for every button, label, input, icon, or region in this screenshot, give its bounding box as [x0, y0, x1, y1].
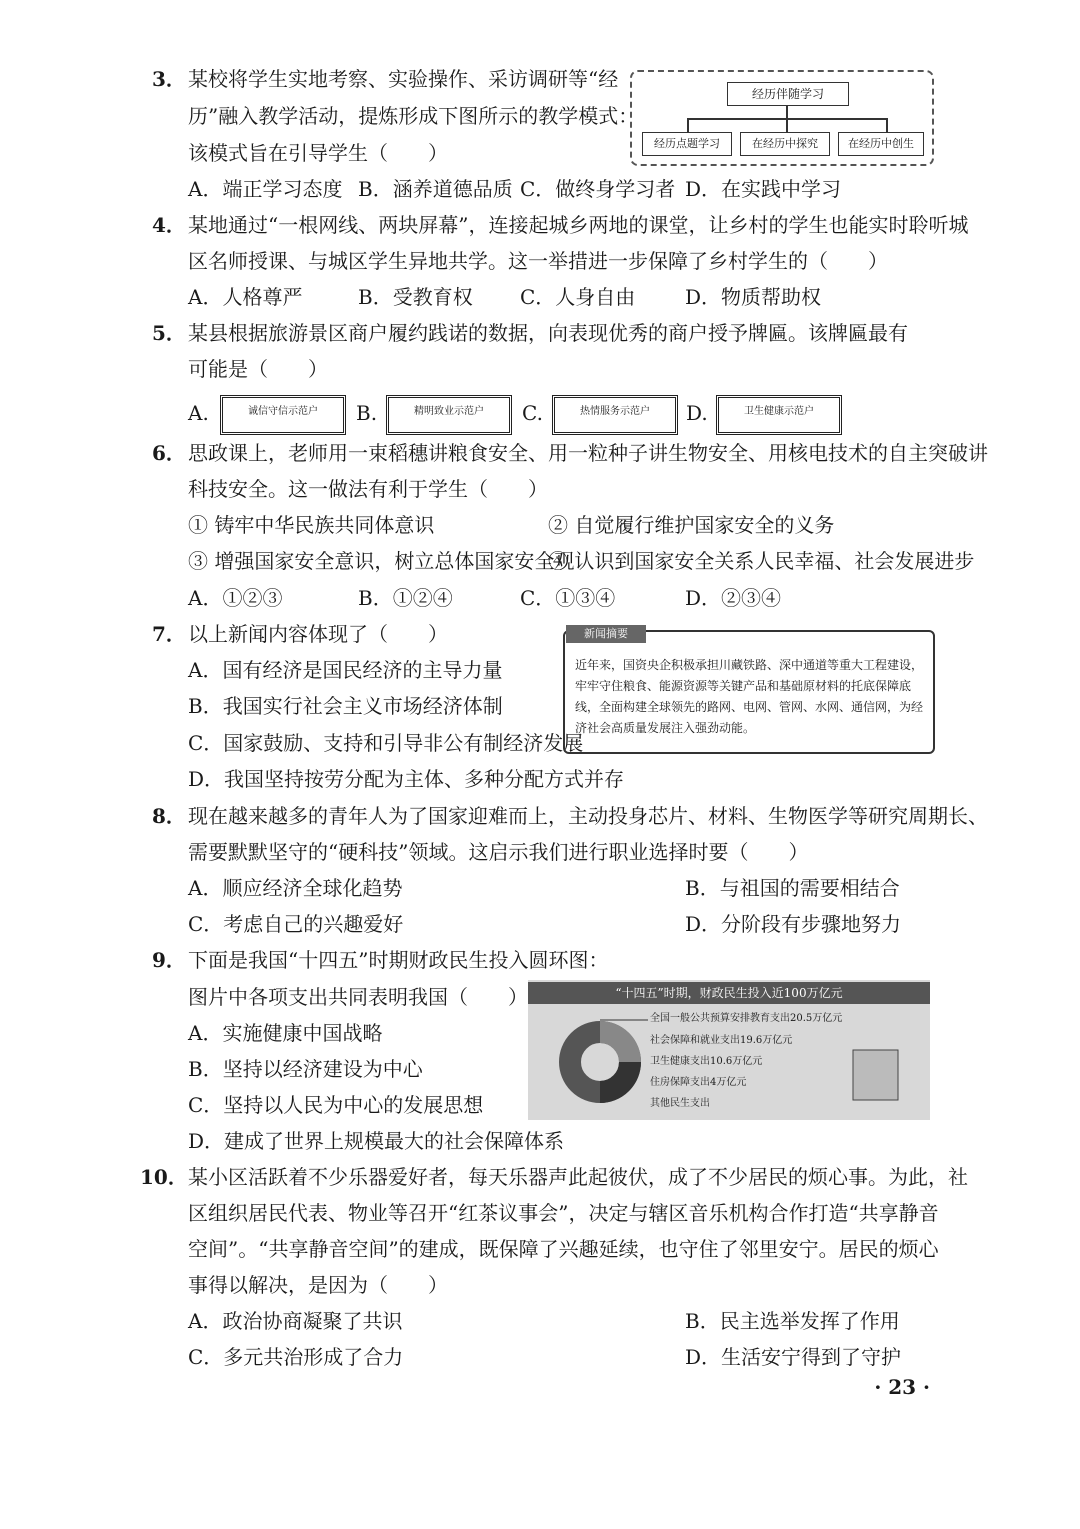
statement-1: ① 铸牢中华民族共同体意识: [188, 513, 435, 537]
option-b: B．我国实行社会主义市场经济体制: [188, 694, 503, 718]
diagram-box: 经历点题学习: [642, 132, 732, 156]
statement-4: ④ 认识到国家安全关系人民幸福、社会发展进步: [548, 549, 975, 573]
question-text: 以上新闻内容体现了（ ）: [188, 622, 448, 646]
question-number: 5．: [152, 321, 186, 345]
option-b: B．坚持以经济建设为中心: [188, 1057, 423, 1081]
question-text: 某校将学生实地考察、实验操作、采访调研等“经: [188, 67, 619, 91]
question-text: 可能是（ ）: [188, 357, 328, 381]
question-number: 4．: [152, 213, 186, 237]
plaque-a: 诚信守信示范户: [220, 395, 346, 435]
option-a: A．端正学习态度: [188, 177, 343, 201]
news-tag: 新闻摘要: [566, 625, 646, 643]
option-d: D．在实践中学习: [685, 177, 842, 201]
teaching-model-diagram: [630, 70, 934, 166]
option-c: C．坚持以人民为中心的发展思想: [188, 1093, 484, 1117]
option-d: D．物质帮助权: [685, 285, 822, 309]
option-a: A．人格尊严: [188, 285, 303, 309]
diagram-connector: [786, 118, 788, 132]
option-c: C．人身自由: [520, 285, 636, 309]
question-text: 思政课上，老师用一束稻穗讲粮食安全、用一粒种子讲生物安全、用核电技术的自主突破讲: [188, 441, 988, 465]
question-number: 8．: [152, 804, 186, 828]
diagram-connector: [687, 118, 689, 132]
plaque-d: 卫生健康示范户: [716, 395, 842, 435]
question-text: 空间”。“共享静音空间”的建成，既保障了兴趣延续，也守住了邻里安宁。居民的烦心: [188, 1237, 939, 1261]
question-number: 6．: [152, 441, 186, 465]
option-a: A．顺应经济全球化趋势: [188, 876, 403, 900]
chart-title: “十四五”时期，财政民生投入近100万亿元: [528, 982, 930, 1004]
question-text: 科技安全。这一做法有利于学生（ ）: [188, 477, 548, 501]
option-c: C.: [522, 401, 543, 425]
option-b: B．①②④: [358, 586, 453, 610]
question-text: 某小区活跃着不少乐器爱好者，每天乐器声此起彼伏，成了不少居民的烦心事。为此，社: [188, 1165, 968, 1189]
donut-segment: [600, 1062, 630, 1092]
chart-label: 社会保障和就业支出19.6万亿元: [650, 1035, 793, 1046]
option-c: C．多元共治形成了合力: [188, 1345, 404, 1369]
option-d: D．分阶段有步骤地努力: [685, 912, 902, 936]
question-text: 历”融入教学活动，提炼形成下图所示的教学模式：: [188, 104, 639, 128]
option-b: B．民主选举发挥了作用: [685, 1309, 900, 1333]
option-a: A.: [188, 401, 209, 425]
option-d: D．生活安宁得到了守护: [685, 1345, 902, 1369]
question-text: 区名师授课、与城区学生异地共学。这一举措进一步保障了乡村学生的（ ）: [188, 249, 888, 273]
option-c: C．①③④: [520, 586, 616, 610]
chart-label: 其他民生支出: [650, 1098, 710, 1109]
option-d: D．②③④: [685, 586, 782, 610]
question-number: 7．: [152, 622, 186, 646]
plaque-c: 热情服务示范户: [552, 395, 678, 435]
question-text: 该模式旨在引导学生（ ）: [188, 141, 448, 165]
option-b: B．受教育权: [358, 285, 473, 309]
diagram-top-box: 经历伴随学习: [727, 82, 849, 106]
diagram-box: 在经历中创生: [838, 132, 924, 156]
option-d: D.: [686, 401, 708, 425]
page-number: · 23 ·: [874, 1375, 930, 1399]
option-a: A．国有经济是国民经济的主导力量: [188, 658, 503, 682]
diagram-connector: [886, 118, 888, 132]
option-b: B．与祖国的需要相结合: [685, 876, 900, 900]
question-number: 3．: [152, 67, 186, 91]
option-d: D．建成了世界上规模最大的社会保障体系: [188, 1129, 565, 1153]
question-number: 10．: [140, 1165, 188, 1189]
option-a: A．实施健康中国战略: [188, 1021, 383, 1045]
option-c: C．考虑自己的兴趣爱好: [188, 912, 404, 936]
option-c: C．做终身学习者: [520, 177, 676, 201]
question-number: 9．: [152, 948, 186, 972]
plaque-b: 精明致业示范户: [386, 395, 512, 435]
option-b: B．涵养道德品质: [358, 177, 513, 201]
question-text: 图片中各项支出共同表明我国（ ）: [188, 985, 528, 1009]
question-text: 区组织居民代表、物业等召开“红茶议事会”，决定与辖区音乐机构合作打造“共享静音: [188, 1201, 939, 1225]
option-b: B.: [356, 401, 378, 425]
chart-label: 全国一般公共预算安排教育支出20.5万亿元: [650, 1013, 843, 1024]
calculator-icon: [853, 1050, 898, 1100]
statement-3: ③ 增强国家安全意识，树立总体国家安全观: [188, 549, 575, 573]
diagram-box: 在经历中探究: [740, 132, 830, 156]
option-d: D．我国坚持按劳分配为主体、多种分配方式并存: [188, 767, 625, 791]
question-text: 某地通过“一根网线、两块屏幕”，连接起城乡两地的课堂，让乡村的学生也能实时聆听城: [188, 213, 969, 237]
option-a: A．政治协商凝聚了共识: [188, 1309, 403, 1333]
chart-label: 卫生健康支出10.6万亿元: [650, 1056, 763, 1067]
donut-segment: [600, 1032, 630, 1062]
option-a: A．①②③: [188, 586, 283, 610]
option-c: C．国家鼓励、支持和引导非公有制经济发展: [188, 731, 584, 755]
news-text: 近年来，国资央企积极承担川藏铁路、深中通道等重大工程建设，牢牢守住粮食、能源资源等关键产品和基础原材料的托底保障底线，全面构建全球领先的路网、电网、管网、水网、通信网，为经济社会高质量发展注入强劲动能。: [575, 658, 924, 735]
question-text: 下面是我国“十四五”时期财政民生投入圆环图：: [188, 948, 609, 972]
question-text: 事得以解决，是因为（ ）: [188, 1273, 448, 1297]
question-text: 现在越来越多的青年人为了国家迎难而上，主动投身芯片、材料、生物医学等研究周期长、: [188, 804, 988, 828]
chart-label: 住房保障支出4万亿元: [650, 1077, 747, 1088]
statement-2: ② 自觉履行维护国家安全的义务: [548, 513, 835, 537]
question-text: 某县根据旅游景区商户履约践诺的数据，向表现优秀的商户授予牌匾。该牌匾最有: [188, 321, 908, 345]
question-text: 需要默默坚守的“硬科技”领域。这启示我们进行职业选择时要（ ）: [188, 840, 809, 864]
